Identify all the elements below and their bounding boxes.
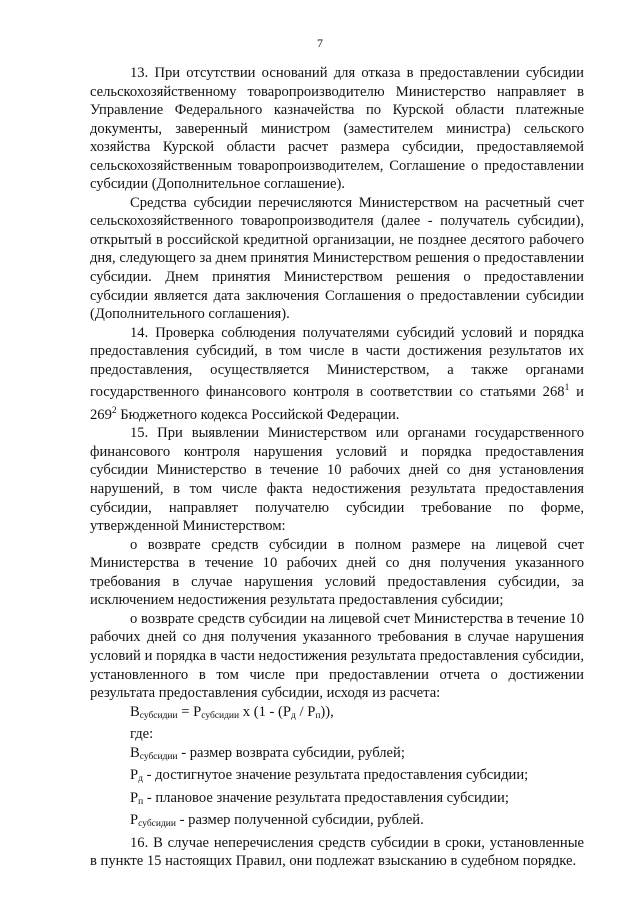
formula-rest-b: / Р [295, 703, 316, 720]
definition-text: - достигнутое значение результата предоставления субсидии; [142, 767, 529, 784]
definition-subscript: субсидии [139, 751, 178, 762]
definition-return-amount [90, 744, 584, 767]
paragraph-15-partial-return: о возврате средств субсидии на лицевой счет Министерства в течение 10 рабочих дней со дня получения указанного требования в случае нарушения условий и порядка в части недостижения результата предоставления субсидии, установленного в том числе при предоставлении отчета о достижении результата предоставления субсидии, исходя из расчета: [90, 610, 584, 702]
formula-eq: = Р [177, 703, 202, 720]
document-body [90, 64, 584, 871]
paragraph-13-transfer: Средства субсидии перечисляются Министерством на расчетный счет сельскохозяйственного товаропроизводителя (далее - получатель субсидии), открытый в российской кредитной организации, не позднее десятого рабочего дня, следующего за днем принятия Министерством решения о предоставлении субсидии. Днем принятия Министерством решения о предоставлении субсидии является дата заключения Соглашения о предоставлении субсидии (Дополнительного соглашения). [90, 194, 584, 323]
formula-b: В [130, 703, 140, 720]
page-number: 7 [317, 36, 323, 50]
definition-text: - размер возврата субсидии, рублей; [177, 744, 405, 761]
definition-subscript: п [138, 796, 144, 807]
definition-subscript: субсидии [138, 819, 176, 830]
paragraph-14-text-c: Бюджетного кодекса Российской Федерации. [116, 406, 400, 423]
definition-symbol: Р [130, 767, 139, 784]
definition-planned-value [90, 789, 584, 812]
paragraph-15-full-return: о возврате средств субсидии в полном размере на лицевой счет Министерства в течение 10 рабочих дней со дня получения указанного требования в случае нарушения условий предоставления субсидии, за исключением недостижения результата предоставления субсидии; [90, 536, 584, 609]
paragraph-14-text-a: 14. Проверка соблюдения получателями субсидий условий и порядка предоставления субсидий, в том числе в части достижения результатов их предоставления, осуществляется Министерством, а также органами государственного финансового контроля в соответствии со статьями 268 [90, 324, 584, 401]
definition-subscript: д [138, 774, 143, 785]
definition-symbol: Р [130, 812, 139, 829]
formula-rest-a: х (1 - (Р [239, 703, 291, 720]
formula-d-sub: д [291, 710, 296, 721]
definition-text: - размер полученной субсидии, рублей. [175, 812, 424, 829]
return-formula [90, 703, 584, 726]
paragraph-14 [90, 324, 584, 425]
formula-p-sub: субсидии [201, 710, 240, 721]
formula-rest-c: )), [320, 703, 334, 720]
definition-achieved-value [90, 766, 584, 789]
superscript-1: 1 [564, 383, 570, 394]
where-label: где: [130, 726, 154, 743]
formula-pl-sub: п [315, 710, 321, 721]
definition-received-subsidy [90, 811, 584, 834]
paragraph-13: 13. При отсутствии оснований для отказа в предоставлении субсидии сельскохозяйственному товаропроизводителю Министерство направляет в Управление Федерального казначейства по Курской области платежные документы, заверенный министром (заместителем министра) сельского хозяйства Курской области расчет размера субсидии, предоставляемой сельскохозяйственным товаропроизводителем, Соглашение о предоставлении субсидии (Дополнительное соглашение). [90, 65, 584, 193]
paragraph-16: 16. В случае неперечисления средств субсидии в сроки, установленные в пункте 15 настоящих Правил, они подлежат взысканию в судебном порядке. [90, 834, 584, 870]
paragraph-15: 15. При выявлении Министерством или органами государственного финансового контроля нарушения условий и порядка предоставления субсидии Министерство в течение 10 рабочих дней со дня установления нарушений, в том числе факта недостижения результата предоставления субсидии, направляет получателю субсидии требование по форме, утвержденной Министерством: [90, 425, 584, 535]
paragraph-14-text-b: и 269 [90, 384, 584, 423]
definition-symbol: В [130, 744, 140, 761]
superscript-2: 2 [111, 405, 117, 416]
definition-text: - плановое значение результата предоставления субсидии; [143, 789, 509, 806]
formula-b-sub: субсидии [139, 710, 178, 721]
definition-symbol: Р [130, 789, 139, 806]
